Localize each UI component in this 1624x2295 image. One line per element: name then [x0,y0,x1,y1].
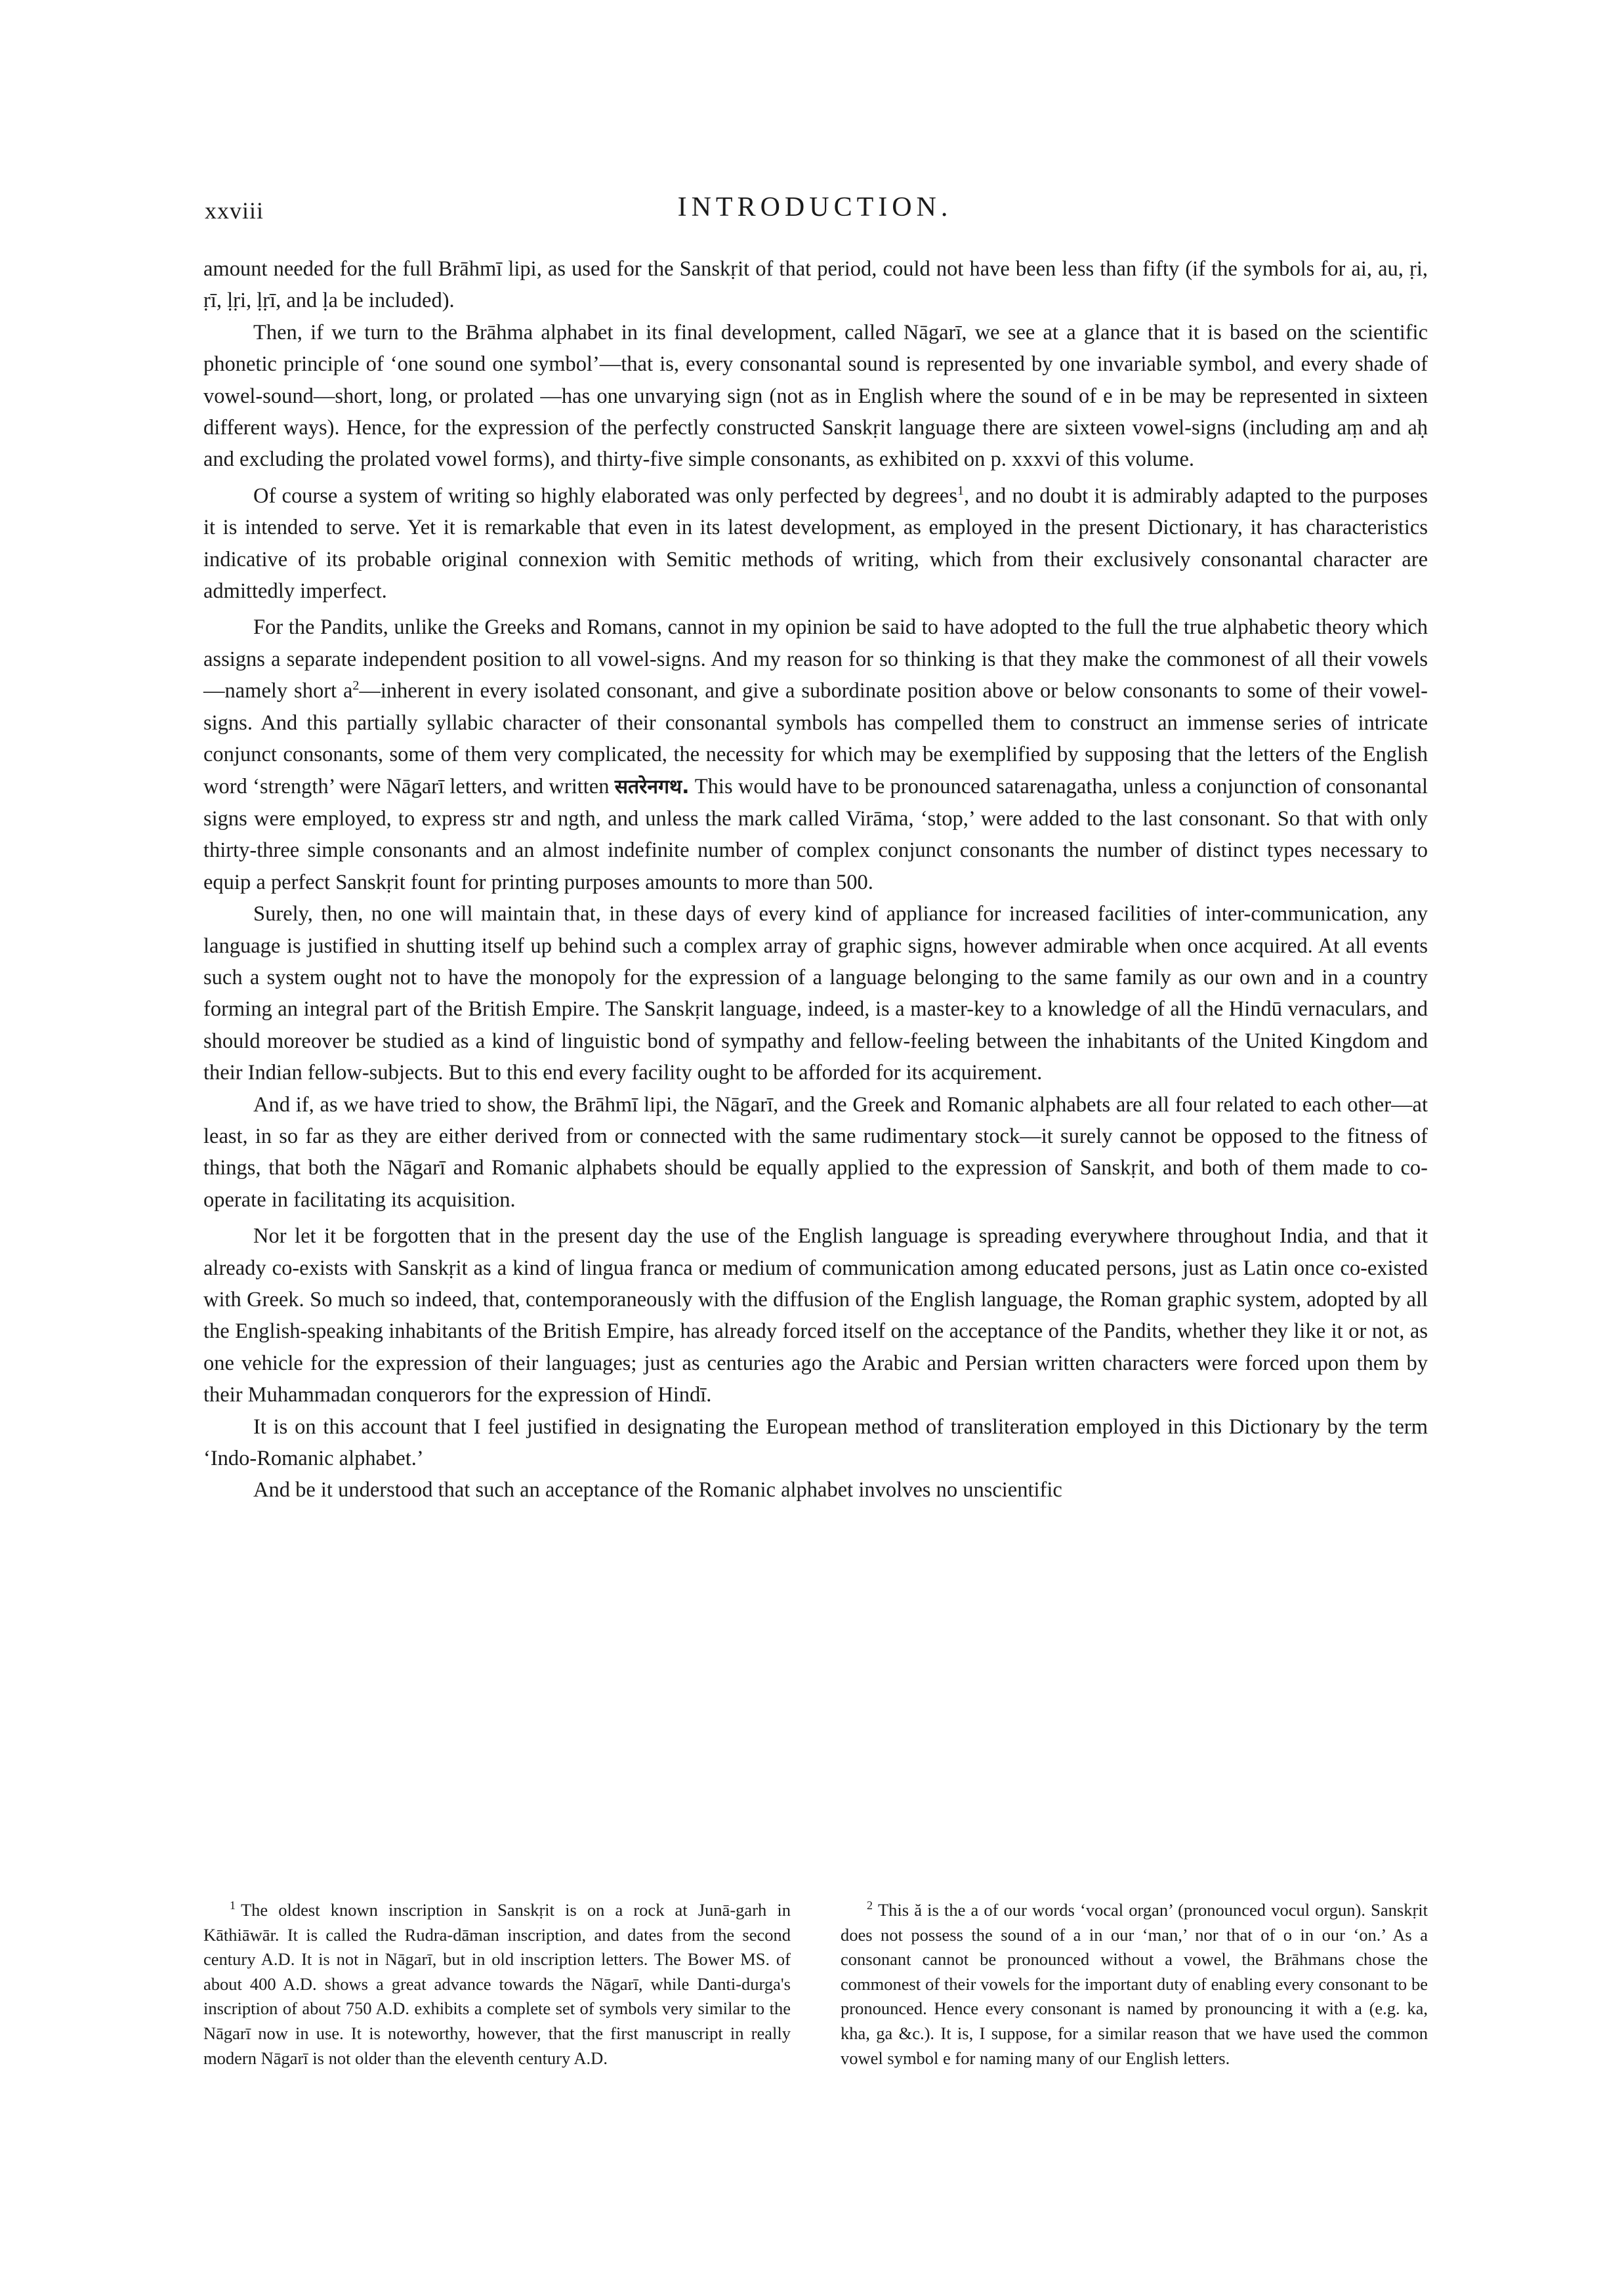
paragraph-8: It is on this account that I feel justified in designating the European method of transliteration employed in this Dictionary by the term ‘Indo-Romanic alphabet.’ [203,1415,1428,1471]
paragraph-3-text-b: , and no doubt it is admirably adapted to the purposes it is intended to serve. Yet it is remarkable that even in its latest development, as employed in the present Dictionary, it has characteristics indicative of its probable original connexion with Semitic methods of writing, which from their exclusively consonantal character are admittedly imperfect. [203,484,1428,604]
paragraph-4-text-b: —inherent in every isolated consonant, and give a subordinate position above or below consonants to some of their vowel-signs. And this partially syllabic character of their consonantal symbols has compelled them to construct an immense series of intricate conjunct consonants, some of them very complicated, the necessity for which may be exemplified by supposing that the letters of the English word ‘strength’ were Nāgarī letters, and written [203,679,1428,798]
footnote-1-text: The oldest known inscription in Sanskṛit is on a rock at Junā-garh in Kāthiāwār. It is called the Rudra-dāman inscription, and dates from the second century A.D. It is not in Nāgarī, but in old inscription letters. The Bower MS. of about 400 A.D. shows a great advance towards the Nāgarī, while Danti-durga's inscription of about 750 A.D. exhibits a complete set of symbols very similar to the Nāgarī now in use. It is noteworthy, however, that the first manuscript in really modern Nāgarī is not older than the eleventh century A.D. [203,1900,791,2068]
footnote-2-mark: 2 [867,1899,873,1912]
paragraph-5: Surely, then, no one will maintain that, in these days of every kind of appliance for increased facilities of inter-communication, any language is justified in shutting itself up behind such a complex array of graphic signs, however admirable when once acquired. At all events such a system ought not to have the monopoly for the expression of a language belonging to the same family as our own and in a country forming an integral part of the British Empire. The Sanskṛit language, indeed, is a master-key to a knowledge of all the Hindū vernaculars, and should moreover be studied as a kind of linguistic bond of sympathy and fellow-feeling between the inhabitants of the United Kingdom and their Indian fellow-subjects. But to this end every facility ought to be afforded for its acquirement. [203,902,1428,1085]
footnotes [203,1898,1428,2071]
footnote-ref-2: 2 [352,678,360,693]
running-title: INTRODUCTION. [677,192,953,222]
footnote-ref-1: 1 [957,484,965,499]
paragraph-6: And if, as we have tried to show, the Brāhmī lipi, the Nāgarī, and the Greek and Romanic alphabets are all four related to each other—at least, in so far as they are either derived from or connected with the same rudimentary stock—it surely cannot be opposed to the fitness of things, that both the Nāgarī and Romanic alphabets should be equally applied to the expression of Sanskṛit, and both of them made to co-operate in facilitating its acquisition. [203,1092,1428,1212]
paragraph-4-text-a: For the Pandits, unlike the Greeks and Romans, cannot in my opinion be said to have adopted to the full the true alphabetic theory which assigns a separate independent position to all vowel-signs. And my reason for so thinking is that they make the commonest of all their vowels—namely short a [203,615,1428,703]
paragraph-4 [203,611,1428,898]
footnote-1-mark: 1 [230,1899,236,1912]
footnote-2-text: This ă is the a of our words ‘vocal organ’ (pronounced vocul orgun). Sanskṛit does not possess the sound of a in our ‘man,’ nor that of o in our ‘on.’ As a consonant cannot be pronounced without a vowel, the Brāhmans chose the commonest of their vowels for the important duty of enabling every consonant to be pronounced. Hence every consonant is named by pronouncing it with a (e.g. ka, kha, ga &c.). It is, I suppose, for a similar reason that we have used the common vowel symbol e for naming many of our English letters. [841,1900,1428,2068]
devanagari-word: सतरेनगथ. [614,775,690,798]
paragraph-4-text-c: This would have to be pronounced satarenagatha, unless a conjunction of consonantal signs were employed, to express str and ngth, and unless the mark called Virāma, ‘stop,’ were added to the last consonant. So that with only thirty-three simple consonants and an almost indefinite number of complex conjunct consonants the number of distinct types necessary to equip a perfect Sanskṛit fount for printing purposes amounts to more than 500. [203,774,1428,894]
footnote-2 [841,1898,1428,2071]
running-header [205,192,1425,231]
footnote-1 [203,1898,791,2071]
page-number: xxviii [205,197,264,224]
paragraph-2: Then, if we turn to the Brāhma alphabet in its final development, called Nāgarī, we see at a glance that it is based on the scientific phonetic principle of ‘one sound one symbol’—that is, every consonantal sound is represented by one invariable symbol, and every shade of vowel-sound—short, long, or prolated —has one unvarying sign (not as in English where the sound of e in be may be represented in sixteen different ways). Hence, for the expression of the perfectly constructed Sanskṛit language there are sixteen vowel-signs (including aṃ and aḥ and excluding the prolated vowel forms), and thirty-five simple consonants, as exhibited on p. xxxvi of this volume. [203,320,1428,472]
main-text [203,253,1428,1506]
paragraph-3-text-a: Of course a system of writing so highly elaborated was only perfected by degrees [253,484,958,508]
paragraph-9: And be it understood that such an acceptance of the Romanic alphabet involves no unscientific [253,1478,1062,1502]
paragraph-1: amount needed for the full Brāhmī lipi, as used for the Sanskṛit of that period, could not have been less than fifty (if the symbols for ai, au, ṛi, ṛī, ḷṛi, ḷṛī, and ḷa be included). [203,257,1428,313]
paragraph-7: Nor let it be forgotten that in the present day the use of the English language is spreading everywhere throughout India, and that it already co-exists with Sanskṛit as a kind of lingua franca or medium of communication among educated persons, just as Latin once co-existed with Greek. So much so indeed, that, contemporaneously with the diffusion of the English language, the Roman graphic system, adopted by all the English-speaking inhabitants of the British Empire, has already forced itself on the acceptance of the Pandits, whether they like it or not, as one vehicle for the expression of their languages; just as centuries ago the Arabic and Persian written characters were forced upon them by their Muhammadan conquerors for the expression of Hindī. [203,1224,1428,1407]
paragraph-3 [203,480,1428,608]
